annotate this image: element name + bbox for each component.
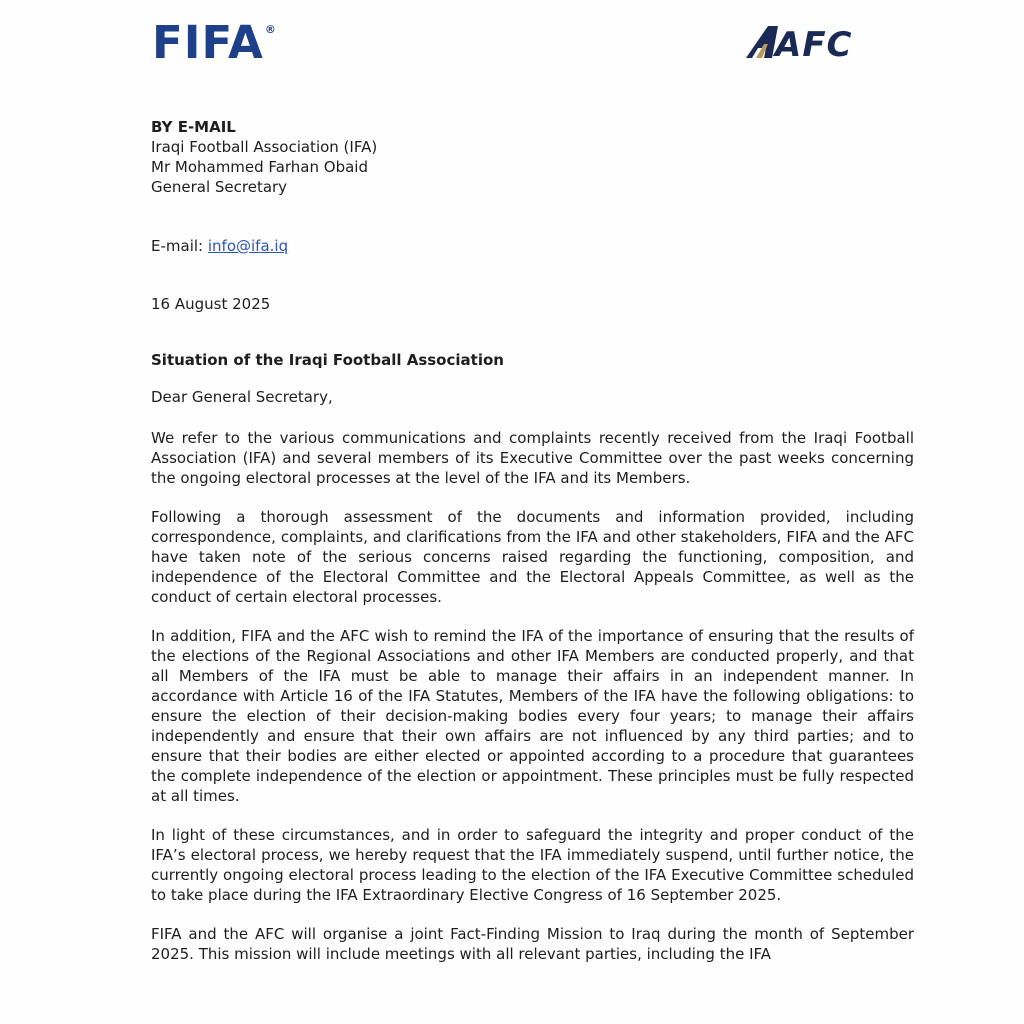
fifa-logo-text: FIFA [152,16,264,69]
email-label: E-mail: [151,237,204,255]
email-link[interactable]: info@ifa.iq [207,237,289,255]
letter-subject: Situation of the Iraqi Football Association [151,351,504,369]
paragraph-2: Following a thorough assessment of the documents and information provided, including correspondence, complaints, and clarifications from the IFA and other stakeholders, FIFA and the AFC have taken note of the serious concerns raised regarding the functioning, composition, and independence of the Electoral Committee and the Electoral Appeals Committee, as well as the conduct of certain electoral processes. [151,508,914,606]
afc-logo-text: AFC [775,25,853,65]
letter-body [151,117,914,964]
letter-date: 16 August 2025 [151,295,271,313]
paragraph-1: We refer to the various communications and complaints recently received from the Iraqi Football Association (IFA) and several members of its Executive Committee over the past weeks concerning the ongoing electoral processes at the level of the IFA and its Members. [151,429,914,487]
registered-mark: ® [264,23,277,36]
recipient-name: Mr Mohammed Farhan Obaid [151,158,368,176]
email-row [151,236,914,256]
paragraph-5: FIFA and the AFC will organise a joint Fact-Finding Mission to Iraq during the month of September 2025. This mission will include meetings with all relevant parties, including the IFA [151,925,914,963]
paragraph-4: In light of these circumstances, and in order to safeguard the integrity and proper conduct of the IFA’s electoral process, we hereby request that the IFA immediately suspend, until further notice, the currently ongoing electoral process leading to the election of the IFA Executive Committee scheduled to take place during the IFA Extraordinary Elective Congress of 16 September 2025. [151,826,914,904]
delivery-method: BY E-MAIL [151,118,236,136]
recipient-organisation: Iraqi Football Association (IFA) [151,138,378,156]
fifa-logo [152,16,277,69]
paragraph-3: In addition, FIFA and the AFC wish to remind the IFA of the importance of ensuring that the results of the elections of the Regional Associations and other IFA Members are conducted properly, and that all Members of the IFA must be able to manage their affairs in an independent manner. In accordance with Article 16 of the IFA Statutes, Members of the IFA have the following obligations: to ensure the election of their decision-making bodies every four years; to manage their affairs independently and ensure that their own affairs are not influenced by any third parties; and to ensure that their bodies are either elected or appointed according to a procedure that guarantees the complete independence of the election or appointment. These principles must be fully respected at all times. [151,627,914,805]
recipient-title: General Secretary [151,178,288,196]
salutation: Dear General Secretary, [151,388,333,406]
afc-logo [742,18,872,66]
